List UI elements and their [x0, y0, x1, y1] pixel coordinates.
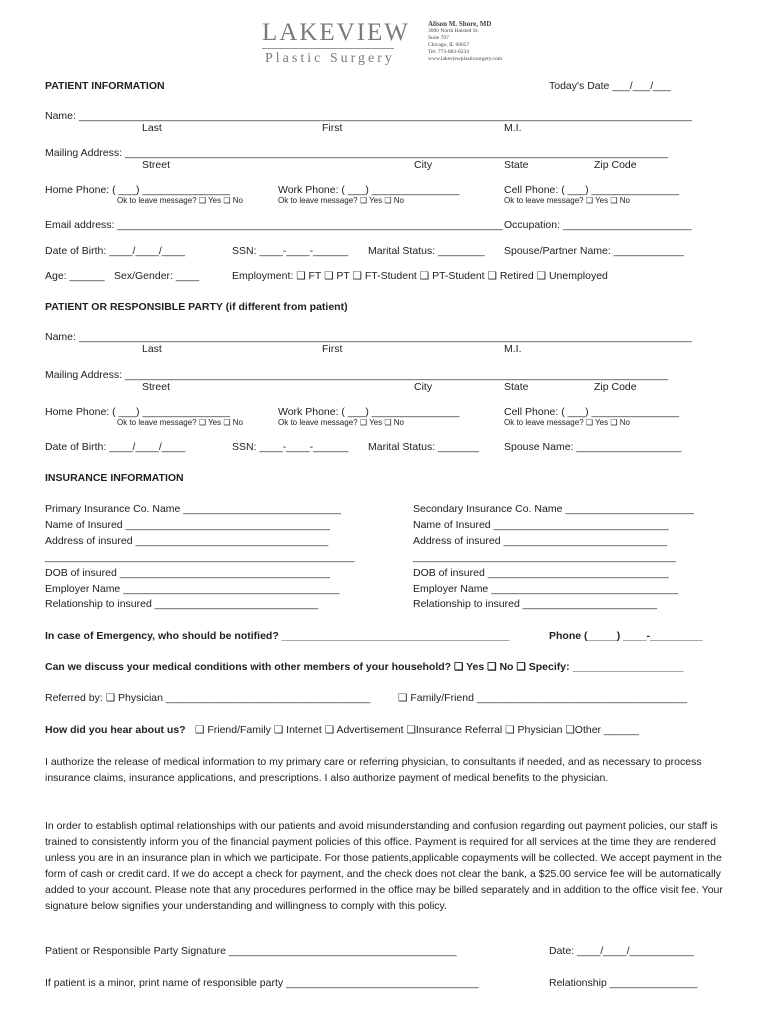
patient-dob-field[interactable]: Date of Birth: ____/____/____: [45, 245, 186, 257]
secondary-insured-address-field[interactable]: Address of insured ____________________________: [413, 535, 667, 547]
responsible-party-heading: PATIENT OR RESPONSIBLE PARTY (if different from patient): [45, 301, 348, 313]
logo-main-text: LAKEVIEW: [262, 19, 410, 46]
responsible-name-field[interactable]: Name: _________________________________________________________________________________________________________: [45, 331, 693, 343]
responsible-ssn-field[interactable]: SSN: ____-____-______: [232, 441, 349, 453]
name-sub-mi: M.I.: [504, 343, 522, 355]
work-message-checkbox[interactable]: Ok to leave message? ❑ Yes ❑ No: [278, 196, 404, 205]
responsible-dob-field[interactable]: Date of Birth: ____/____/____: [45, 441, 186, 453]
secondary-insurance-name-field[interactable]: Secondary Insurance Co. Name ______________________: [413, 503, 694, 515]
todays-date-field[interactable]: Today's Date ___/___/___: [549, 80, 671, 92]
logo-sub-text: Plastic Surgery: [265, 51, 395, 66]
patient-marital-field[interactable]: Marital Status: ________: [368, 245, 485, 257]
name-sub-first: First: [322, 343, 343, 355]
mailing-sub-state: State: [504, 159, 529, 171]
primary-employer-field[interactable]: Employer Name _____________________________________: [45, 583, 340, 595]
signature-date-field[interactable]: Date: ____/____/___________: [549, 945, 694, 957]
practice-logo: [262, 20, 410, 46]
employment-checkboxes[interactable]: Employment: ❑ FT ❑ PT ❑ FT-Student ❑ PT-Student ❑ Retired ❑ Unemployed: [232, 270, 608, 282]
primary-insured-address-field[interactable]: Address of insured _________________________________: [45, 535, 329, 547]
mailing-sub-zip: Zip Code: [594, 159, 637, 171]
patient-work-phone-field[interactable]: Work Phone: ( ___) _______________: [278, 184, 460, 196]
secondary-employer-field[interactable]: Employer Name ________________________________: [413, 583, 679, 595]
minor-responsible-name-field[interactable]: If patient is a minor, print name of responsible party _________________________________: [45, 977, 479, 989]
address-line: Chicago, IL 60657: [428, 42, 470, 48]
responsible-mailing-field[interactable]: Mailing Address: _____________________________________________________________________________________________: [45, 369, 669, 381]
primary-insured-address-line2[interactable]: _____________________________________________________: [45, 551, 355, 563]
patient-mailing-field[interactable]: Mailing Address: _____________________________________________________________________________________________: [45, 147, 669, 159]
spouse-name-field[interactable]: Spouse Name: __________________: [504, 441, 682, 453]
home-message-checkbox[interactable]: Ok to leave message? ❑ Yes ❑ No: [117, 196, 243, 205]
responsible-work-phone-field[interactable]: Work Phone: ( ___) _______________: [278, 406, 460, 418]
hear-about-options[interactable]: ❑ Friend/Family ❑ Internet ❑ Advertisement ❑Insurance Referral ❑ Physician ❑Other ______: [195, 724, 639, 736]
patient-cell-phone-field[interactable]: Cell Phone: ( ___) _______________: [504, 184, 680, 196]
authorization-paragraph: I authorize the release of medical information to my primary care or referring physician, to consultants if needed, and as necessary to process insurance claims, insurance applications, and prescriptions. I also authorize payment of medical benefits to the physician.: [45, 756, 702, 784]
insurance-heading: INSURANCE INFORMATION: [45, 472, 184, 484]
name-sub-first: First: [322, 122, 343, 134]
home-message-checkbox[interactable]: Ok to leave message? ❑ Yes ❑ No: [117, 418, 243, 427]
name-sub-mi: M.I.: [504, 122, 522, 134]
referred-physician-field[interactable]: Referred by: ❑ Physician ___________________________________: [45, 692, 371, 704]
primary-relationship-field[interactable]: Relationship to insured ____________________________: [45, 598, 319, 610]
emergency-phone-field[interactable]: Phone (_____) ____-_________: [549, 630, 703, 642]
hear-about-label: How did you hear about us?: [45, 724, 186, 736]
signature-field[interactable]: Patient or Responsible Party Signature _______________________________________: [45, 945, 457, 957]
name-sub-last: Last: [142, 122, 162, 134]
mailing-sub-street: Street: [142, 381, 171, 393]
patient-ssn-field[interactable]: SSN: ____-____-______: [232, 245, 349, 257]
doctor-name: Alison M. Shore, MD: [428, 20, 492, 28]
relationship-field[interactable]: Relationship _______________: [549, 977, 698, 989]
responsible-cell-phone-field[interactable]: Cell Phone: ( ___) _______________: [504, 406, 680, 418]
cell-message-checkbox[interactable]: Ok to leave message? ❑ Yes ❑ No: [504, 418, 630, 427]
mailing-sub-street: Street: [142, 159, 171, 171]
secondary-insured-address-line2[interactable]: _____________________________________________: [413, 551, 676, 563]
household-discuss-field[interactable]: Can we discuss your medical conditions with other members of your household? ❑ Yes ❑ No ❑ Specify: ___________________: [45, 661, 684, 673]
emergency-contact-field[interactable]: In case of Emergency, who should be notified? _______________________________________: [45, 630, 510, 642]
mailing-sub-city: City: [414, 381, 433, 393]
spouse-partner-field[interactable]: Spouse/Partner Name: ____________: [504, 245, 684, 257]
address-line: 3000 North Halsted St.: [428, 28, 479, 34]
mailing-sub-state: State: [504, 381, 529, 393]
email-field[interactable]: Email address: __________________________________________________________________: [45, 219, 503, 231]
secondary-insured-name-field[interactable]: Name of Insured ______________________________: [413, 519, 669, 531]
patient-info-heading: PATIENT INFORMATION: [45, 80, 165, 92]
address-line: Suite 707: [428, 35, 449, 41]
payment-policy-paragraph: In order to establish optimal relationships with our patients and avoid misunderstanding and confusion regarding out payment policies, our staff is trained to consistently inform you of the financial payment policies of this office. Payment is required for all services at the time they are rendered unless you are in an insurance plan in which we participate. For those patients,applicable copayments will be collected. We accept payment in the form of cash or credit card. If we do accept a check for payment, and the check does not clear the bank, a $25.00 service fee will be automatically added to your account. Please note that any procedures performed in the office may be billed separately and in addition to the office visit fee. Your signature below signifies your understanding and willingness to comply with this policy.: [45, 820, 723, 912]
logo-divider: [262, 48, 394, 49]
sex-gender-field[interactable]: Sex/Gender: ____: [114, 270, 200, 282]
work-message-checkbox[interactable]: Ok to leave message? ❑ Yes ❑ No: [278, 418, 404, 427]
primary-insured-name-field[interactable]: Name of Insured ___________________________________: [45, 519, 330, 531]
mailing-sub-zip: Zip Code: [594, 381, 637, 393]
occupation-field[interactable]: Occupation: ______________________: [504, 219, 692, 231]
address-line: Tel: 773-883-8234: [428, 49, 470, 55]
secondary-insured-dob-field[interactable]: DOB of insured _______________________________: [413, 567, 669, 579]
mailing-sub-city: City: [414, 159, 433, 171]
primary-insured-dob-field[interactable]: DOB of insured ____________________________________: [45, 567, 330, 579]
address-line: www.lakeviewplasticsurgery.com: [428, 56, 503, 62]
cell-message-checkbox[interactable]: Ok to leave message? ❑ Yes ❑ No: [504, 196, 630, 205]
age-field[interactable]: Age: ______: [45, 270, 105, 282]
patient-name-field[interactable]: Name: _________________________________________________________________________________________________________: [45, 110, 693, 122]
responsible-home-phone-field[interactable]: Home Phone: ( ___) _______________: [45, 406, 231, 418]
doctor-contact: [428, 20, 502, 63]
name-sub-last: Last: [142, 343, 162, 355]
responsible-marital-field[interactable]: Marital Status: _______: [368, 441, 479, 453]
patient-home-phone-field[interactable]: Home Phone: ( ___) _______________: [45, 184, 231, 196]
referred-family-field[interactable]: ❑ Family/Friend ____________________________________: [398, 692, 688, 704]
secondary-relationship-field[interactable]: Relationship to insured _______________________: [413, 598, 658, 610]
primary-insurance-name-field[interactable]: Primary Insurance Co. Name ___________________________: [45, 503, 341, 515]
